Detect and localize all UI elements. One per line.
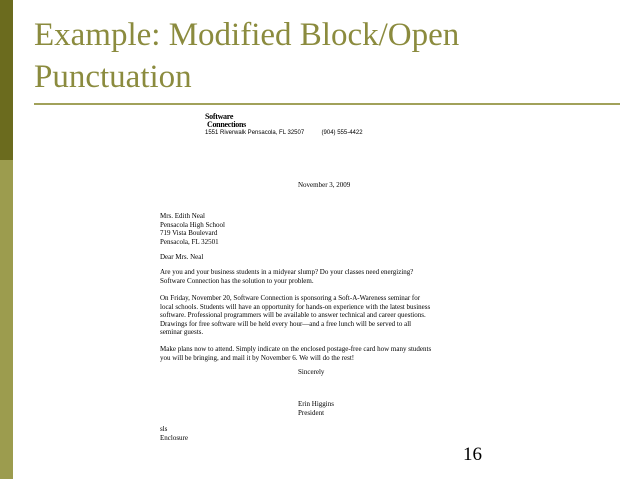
company-name-line-2: Connections bbox=[207, 120, 246, 129]
inside-address-line: Pensacola, FL 32501 bbox=[160, 237, 219, 246]
body-paragraph-1-line: Are you and your business students in a midyear slump? Do your classes need energizing? bbox=[160, 268, 414, 276]
letterhead-contact bbox=[205, 130, 363, 136]
slide-title-line-1: Example: Modified Block/Open bbox=[34, 17, 460, 53]
enclosure-notation: Enclosure bbox=[160, 433, 188, 442]
salutation: Dear Mrs. Neal bbox=[160, 253, 204, 261]
body-paragraph-3-line: Make plans now to attend. Simply indicate on the enclosed postage-free card how many students bbox=[160, 345, 432, 353]
body-paragraph-2-line: On Friday, November 20, Software Connection is sponsoring a Soft-A-Wareness seminar for bbox=[160, 294, 421, 302]
reference-initials: sls bbox=[160, 425, 168, 433]
body-paragraph-3-line: you will be bringing, and mail it by November 6. We will do the rest! bbox=[160, 353, 355, 362]
signer-name: Erin Higgins bbox=[298, 400, 334, 408]
body-paragraph-2-line: local schools. Students will have an opportunity for hands-on experience with the latest business bbox=[160, 302, 431, 311]
letterhead-address: 1551 Riverwalk Pensacola, FL 32507 bbox=[205, 130, 305, 136]
body-paragraph-1-line: Software Connection has the solution to your problem. bbox=[160, 276, 314, 285]
slide-page-number: 16 bbox=[463, 444, 482, 465]
inside-address-line: Pensacola High School bbox=[160, 220, 225, 229]
slide-title-line-2: Punctuation bbox=[34, 59, 192, 95]
letterhead-phone: (904) 555-4422 bbox=[321, 130, 363, 136]
body-paragraph-2-line: Drawings for free software will be held every hour—and a free lunch will be served to all bbox=[160, 319, 412, 328]
letter-date: November 3, 2009 bbox=[298, 181, 351, 189]
company-name-line-1: Software bbox=[205, 112, 234, 121]
inside-address-line: Mrs. Edith Neal bbox=[160, 212, 205, 220]
letterhead-company-name bbox=[205, 113, 285, 129]
body-paragraph-2-line: software. Professional programmers will be available to answer technical and career questions. bbox=[160, 311, 426, 320]
body-paragraph-2-line: seminar guests. bbox=[160, 328, 204, 337]
complimentary-closing: Sincerely bbox=[298, 368, 325, 376]
inside-address-line: 719 Vista Boulevard bbox=[160, 229, 218, 238]
signer-title: President bbox=[298, 409, 325, 417]
